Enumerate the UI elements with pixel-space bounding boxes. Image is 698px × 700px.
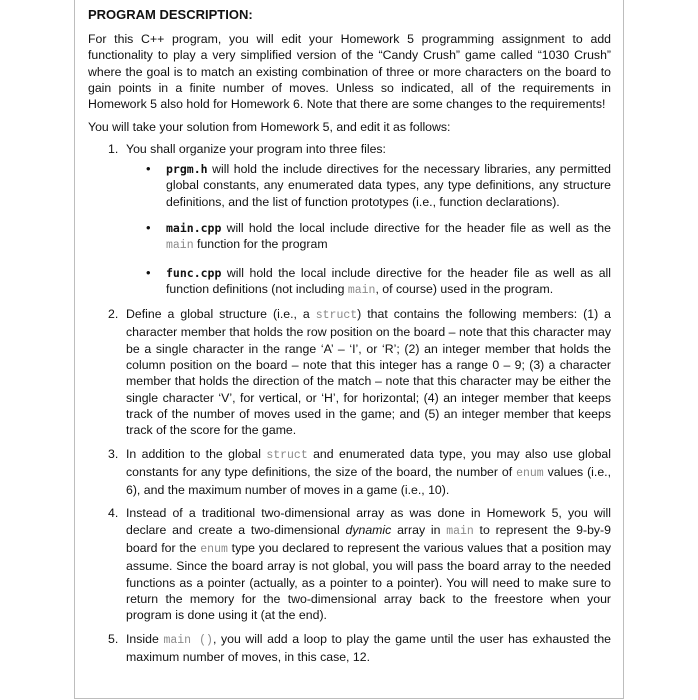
code-struct: struct [315, 309, 358, 323]
step-1 [88, 141, 611, 299]
document-body [88, 7, 611, 672]
step-4 [88, 505, 611, 623]
step-2 [88, 306, 611, 438]
bullet: • [146, 161, 151, 177]
step-text: Inside [126, 631, 164, 646]
file-description-end: , of course) used in the program. [375, 281, 554, 296]
step-text-end: , you will add a loop to play the game until the user has exhausted the maximum number of moves, in this case, 12. [126, 631, 611, 664]
file-item-prgm-h [126, 161, 611, 210]
file-description: will hold the local include directive for the header file as well as the [221, 220, 611, 235]
file-name: prgm.h [166, 162, 208, 177]
steps-list [88, 141, 611, 665]
lead-paragraph: You will take your solution from Homework 5, and edit it as follows: [88, 120, 451, 135]
code-enum: enum [200, 543, 228, 557]
code-main-call: main () [163, 633, 213, 647]
step-text: Instead of a traditional two-dimensional array as was done in Homework 5, you will declare and create a two-dimensional [126, 506, 611, 537]
step-number: 2. [108, 307, 119, 322]
file-item-func-cpp [126, 265, 611, 300]
bullet: • [146, 219, 151, 235]
step-number: 3. [108, 446, 119, 461]
code-main: main [446, 524, 474, 538]
step-text: In addition to the global [126, 446, 267, 461]
file-list [126, 161, 611, 299]
step-number: 5. [108, 631, 119, 646]
emphasis-dynamic: dynamic [345, 522, 392, 537]
step-text-3: to represent the 9-by-9 board for the [126, 522, 611, 556]
bullet: • [146, 264, 151, 280]
file-name: main.cpp [166, 220, 222, 235]
file-description: will hold the local include directive for the header file as well as all function definitions (not including [166, 265, 611, 296]
intro-paragraph: For this C++ program, you will edit your Homework 5 programming assignment to add functionality to play a very simplified version of the “Candy Crush” game called “1030 Crush” where the goal is to match an existing combination of three or more characters on the board to gain points in a finite number of moves. Unless so indicated, all of the requirements in Homework 5 also hold for Homework 6. Note that there are some changes to the requirements! [88, 32, 611, 112]
step-text-end: type you declared to represent the various values that a position may assume. Since the board array is not global, you will pass the board array to the needed functions as a pointer (actually, as a pointer to a pointer). You will need to make sure to return the memory for the two-dimensional array back to the freestore when your program is done using it (at the end). [126, 541, 611, 623]
file-description: will hold the include directives for the necessary libraries, any permitted global constants, any enumerated data types, any type definitions, any structure definitions, and the list of function prototypes (i.e., function declarations). [166, 162, 611, 209]
step-number: 1. [108, 141, 119, 156]
step-text: You shall organize your program into three files: [126, 141, 386, 156]
step-text-end: ) that contains the following members: (1) a character member that holds the row position on the board – note that this character may be a single character in the range ‘A’ – ‘I’, or ‘R’; (2) an integer member that holds the column position on the board – note that this integer has a range 0 – 9; (3) a character member that holds the direction of the match – note that this character may be either the single character ‘V’, for vertical, or ‘H’, for horizontal; (4) an integer member that keeps track of the number of moves used in the game; and (5) an integer member that keeps track of the score for the game. [126, 307, 611, 438]
file-description-end: function for the program [193, 237, 328, 252]
step-text-end: values (i.e., 6), and the maximum number of moves in a game (i.e., 10). [126, 464, 611, 498]
step-5 [88, 631, 611, 666]
code-struct: struct [266, 448, 308, 462]
step-3 [88, 446, 611, 499]
heading: PROGRAM DESCRIPTION: [88, 7, 253, 22]
code-enum: enum [516, 466, 544, 480]
step-text: Define a global structure (i.e., a [126, 307, 316, 322]
step-number: 4. [108, 506, 119, 521]
file-name: func.cpp [166, 265, 222, 280]
file-item-main-cpp [126, 220, 611, 255]
code-main: main [166, 239, 194, 253]
code-main: main [347, 283, 376, 297]
step-text-2: array in [391, 522, 447, 537]
step-text-mid: and enumerated data type, you may also use global constants for any type definitions, the size of the board, the number of [126, 446, 611, 479]
